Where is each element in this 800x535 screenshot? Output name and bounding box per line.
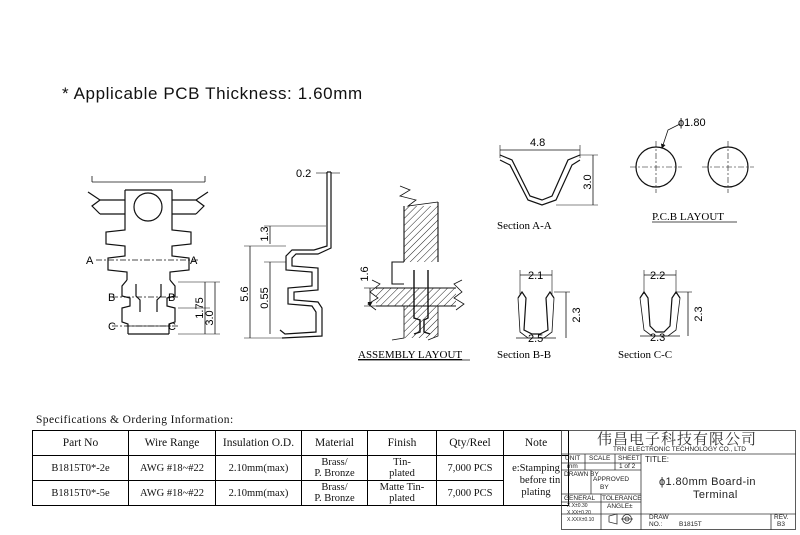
assembly-layout-view [364, 186, 464, 340]
angle-label: ANGLE± [607, 503, 633, 510]
section-cc-label: Section C-C [618, 349, 673, 361]
insulation-cell: 2.10mm(max) [216, 481, 302, 506]
spec-table [32, 430, 569, 506]
dim-23-bb-label: 2.3 [571, 307, 583, 323]
dim-055-label: 0.55 [259, 287, 271, 309]
dim-16-label: 1.6 [359, 266, 371, 282]
dim-02-label: 0.2 [296, 168, 312, 180]
unit-value: mm [567, 463, 578, 470]
header-material: Material [302, 431, 368, 456]
draw-number: B1815T [679, 521, 702, 528]
header-finish: Finish [368, 431, 437, 456]
note-line-3: plating [521, 486, 551, 498]
dim-48-label: 4.8 [530, 137, 546, 149]
pcb-layout-view [630, 124, 754, 193]
dim-30-aa-label: 3.0 [582, 174, 594, 190]
dim-175-label: 1.75 [194, 297, 206, 319]
material-line-2: P. Bronze [314, 493, 355, 504]
part-no-cell: B1815T0*-5e [33, 481, 129, 506]
note-line-1: e:Stamping [512, 462, 560, 474]
material-line-2: P. Bronze [314, 468, 355, 479]
material-line-1: Brass/ [321, 482, 348, 493]
part-no-cell: B1815T0*-2e [33, 456, 129, 481]
section-aa-label: Section A-A [497, 220, 552, 232]
section-c-left-label: C [108, 321, 116, 333]
approved-label-2: BY [600, 484, 609, 491]
header-qty: Qty/Reel [437, 431, 504, 456]
section-bb-label: Section B-B [497, 349, 552, 361]
general-label: GENERAL [564, 495, 596, 502]
scale-label: SCALE [589, 455, 611, 462]
approved-label-1: APPROVED [593, 476, 630, 483]
company-name-en: TRN ELECTRONIC TECHNOLOGY CO., LTD [613, 446, 746, 453]
rev-label: REV. [774, 514, 789, 521]
dim-56-label: 5.6 [239, 286, 251, 302]
section-b-left-label: B [108, 292, 116, 304]
tolerance-line-3: X.XXX±0.10 [567, 517, 595, 523]
wire-range-cell: AWG #18~#22 [129, 481, 216, 506]
qty-cell: 7,000 PCS [437, 456, 504, 481]
hole-diameter-label: ϕ1.80 [678, 117, 706, 129]
title-label: TITLE: [645, 455, 670, 464]
header-wire-range: Wire Range [129, 431, 216, 456]
qty-cell: 7,000 PCS [437, 481, 504, 506]
section-b-right-label: B [168, 292, 176, 304]
spec-header-row [33, 431, 569, 456]
finish-line-2: plated [389, 468, 415, 479]
drawn-by-label: DRAWN BY [564, 471, 599, 478]
finish-line-1: Matte Tin- [379, 482, 425, 493]
assembly-layout-label: ASSEMBLY LAYOUT [358, 349, 463, 361]
finish-line-2: plated [389, 493, 415, 504]
projection-symbol-icon [607, 513, 637, 525]
sheet-value: 1 of 2 [619, 463, 636, 470]
dim-13-label: 1.3 [259, 226, 271, 242]
drawing-title-line-2: Terminal [693, 489, 738, 501]
insulation-cell: 2.10mm(max) [216, 456, 302, 481]
sheet-label: SHEET [618, 455, 640, 462]
tolerance-line-1: X.X±0.30 [567, 503, 588, 509]
table-row [33, 456, 569, 481]
draw-no-label: NO.: [649, 521, 663, 528]
wire-range-cell: AWG #18~#22 [129, 456, 216, 481]
dim-30-side-label: 3.0 [204, 310, 216, 326]
material-cell [302, 456, 368, 481]
note-cell [504, 456, 569, 506]
section-a-right-label: A [190, 255, 198, 267]
material-cell [302, 481, 368, 506]
dim-22-label: 2.2 [650, 270, 666, 282]
dim-21-label: 2.1 [528, 270, 544, 282]
drawing-title-line-1: ϕ1.80mm Board-in [659, 476, 756, 488]
header-note: Note [504, 431, 569, 456]
note-line-2: before tin [519, 474, 561, 486]
section-c-right-label: C [168, 321, 176, 333]
company-name-cn: 伟昌电子科技有限公司 [597, 430, 758, 448]
section-cc-view [640, 270, 692, 336]
pcb-layout-label: P.C.B LAYOUT [652, 211, 725, 223]
header-part-no: Part No [33, 431, 129, 456]
finish-line-1: Tin- [393, 457, 411, 468]
tolerance-label: TOLERANCE [602, 495, 642, 502]
tolerance-line-2: X.XX±0.20 [567, 510, 591, 516]
dim-23-cc-bottom-label: 2.3 [650, 332, 666, 344]
table-row [33, 481, 569, 506]
section-a-left-label: A [86, 255, 94, 267]
material-line-1: Brass/ [321, 457, 348, 468]
dim-23-cc-label: 2.3 [693, 306, 705, 322]
header-insulation: Insulation O.D. [216, 431, 302, 456]
spec-title: Specifications & Ordering Information: [36, 414, 234, 426]
title-block [561, 430, 796, 530]
terminal-profile-view [244, 172, 340, 338]
unit-label: UNIT [565, 455, 581, 462]
rev-value: B3 [777, 521, 785, 528]
draw-label: DRAW [649, 514, 669, 521]
finish-cell [368, 481, 437, 506]
dim-25-label: 2.5 [528, 333, 544, 345]
pcb-thickness-headline: * Applicable PCB Thickness: 1.60mm [62, 84, 363, 103]
finish-cell [368, 456, 437, 481]
